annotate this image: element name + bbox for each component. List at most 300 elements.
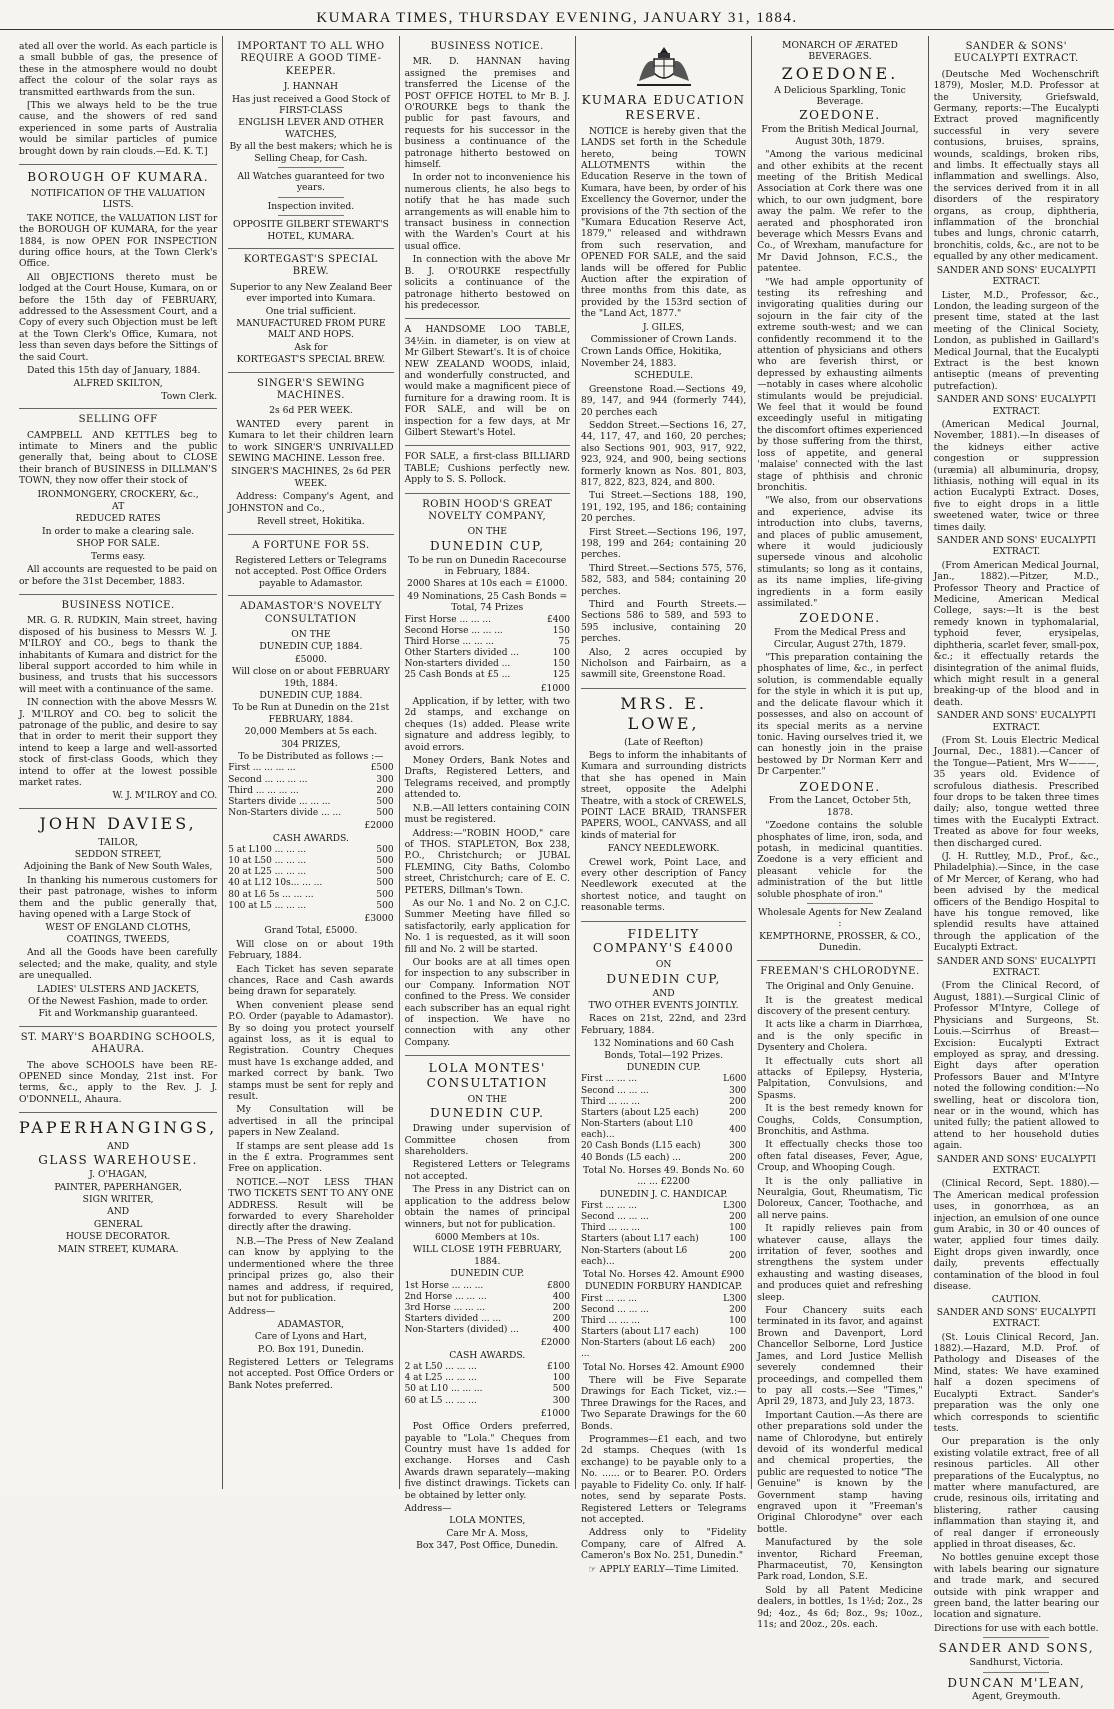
table-row: 50 at L10 ... ... ... 500	[404, 1384, 570, 1395]
ad-chlorodyne	[757, 961, 922, 1638]
table-row: Starters divided ... ... 200	[404, 1314, 570, 1325]
table-row: Second ... ... ... 300	[580, 1085, 747, 1096]
ad-selling-off	[19, 409, 217, 595]
intro-note: [This we always held to be the true cause, and the showers of red sand experienced in some parts of Australia would be similar particles of pumice brought down by rain clouds.—Ed. K. T.]	[19, 100, 218, 157]
adamastor-name: ADAMASTOR,	[277, 1318, 345, 1330]
singer-price: 2s 6d PER WEEK.	[269, 405, 353, 417]
robin-para-2: Money Orders, Bank Notes and Drafts, Registered Letters, and Telegrams received, and promptly attended to.	[404, 755, 570, 801]
hannah-heading: IMPORTANT TO ALL WHO REQUIRE A GOOD TIME-KEEPER.	[237, 41, 385, 77]
robin-para-5: As our No. 1 and No. 2 on C.J.C. Summer Meeting have filled so satisfactorily, early application for No. 1 is requested, as it will soon fill and No. 2 will be started.	[404, 897, 570, 955]
adamastor-run: To be Run at Dunedin on the 21st FEBRUARY, 1884.	[232, 702, 390, 725]
borough-heading: BOROUGH OF KUMARA.	[27, 170, 210, 185]
davies-address: Adjoining the Bank of New South Wales,	[23, 861, 213, 873]
paper-and: AND	[107, 1140, 130, 1152]
eucalypti-para: Our preparation is the only existing volatile extract, free of all resinous particles. All other preparations of the Eucalyptus, no matter where manufactured, are crude, resinous oils, irritating and blistering, rather causing inflammation than staying it, and of real danger if erroneously applied in throat diseases, &c.	[933, 1436, 1100, 1550]
intro-text: ated all over the world. As each particle is a small bubble of gas, the presence of these in the atmosphere would no doubt affect the colour of the solar rays as transmitted earthwards from the sun.	[19, 41, 218, 98]
hannan-para-2: In order not to inconvenience his numerous clients, he also begs to notify that he has made such arrangements as will enable him to transact business in connection with the Warden's Court at his usual office.	[404, 172, 570, 252]
eucalypti-subheading: SANDER AND SONS' EUCALYPTI EXTRACT.	[936, 264, 1096, 288]
divider	[278, 197, 344, 198]
ad-lola-montes	[405, 1056, 570, 1557]
eucalypti-para: No bottles genuine except those with labels bearing our signature and trade mark, and secured outside with pink wrapper and green band, the latter bearing our location and signature.	[933, 1552, 1100, 1621]
table-row: First ... ... ... ... £500	[228, 763, 394, 774]
table-row: Starters (about L25 each) 200	[580, 1107, 747, 1118]
lola-cash-heading: CASH AWARDS.	[449, 1349, 526, 1361]
schedule-heading: SCHEDULE.	[634, 370, 694, 382]
adamastor-para-1: Will close on or about 19th February, 1884.	[228, 938, 394, 962]
fidelity-jc-total: Total No. Horses 42. Amount £900	[583, 1268, 745, 1280]
hannan-para-1: MR. D. HANNAN having assigned the premises and transferred the License of the POST OFFICE HOTEL to Mr B. J. O'ROURKE begs to thank the public for past favours, and requests for his successor in the business a continuance of the patronage hitherto bestowed on himself.	[404, 56, 570, 171]
divider	[983, 1637, 1049, 1638]
table-row: 20 at L25 ... ... ... 500	[228, 867, 394, 878]
chlorodyne-para: Sold by all Patent Medicine dealers, in bottles, 1s 1½d; 2oz., 2s 9d; 4oz., 4s 6d; 8oz., 9s; 10oz., 11s; and 20oz., 20s. each.	[757, 1584, 923, 1631]
adamastor-para-6: NOTICE.—NOT LESS THAN TWO TICKETS SENT TO ANY ONE ADDRESS. Result will be forwarded to every Shareholder directly after the drawing.	[228, 1176, 394, 1234]
adamastor-care: Care of Lyons and Hart,	[254, 1331, 367, 1343]
table-row: First ... ... ... L300	[580, 1200, 747, 1211]
selling-para: CAMPBELL AND KETTLES beg to intimate to Miners and the public generally that, being about to CLOSE their branch of BUSINESS in DILLMAN'S TOWN, they now offer their stock of	[19, 429, 218, 487]
robin-para-1: Application, if by letter, with two 2d stamps, and exchange on cheques (1s) added. Please write signature and address legibly, to avoid errors.	[404, 696, 570, 753]
zoedone-para-3: "We also, from our observations and experience, advise its introduction into clubs, taverns, and places of public amusement, where it would judiciously supersede vinous and alcoholic stimulants; so long as it contains, as its name implies, life-giving ingredients in a form easily assimilated."	[757, 495, 923, 609]
table-row: Third Horse ... ... ... 75	[404, 637, 570, 648]
lola-para-3: The Press in any District can on application to the address below obtain the names of principal winners, but not for publication.	[404, 1184, 570, 1230]
eucalypti-caution: CAUTION.	[991, 1294, 1041, 1306]
brew-ask: Ask for	[294, 341, 328, 353]
lola-members: 6000 Members at 10s.	[434, 1231, 540, 1243]
adamastor-para-4: My Consultation will be advertised in all the principal papers in New Zealand.	[228, 1104, 394, 1139]
column-3	[400, 36, 576, 1552]
table-row: Non-Starters divide ... ... 500	[228, 808, 394, 818]
hannan-para-3: In connection with the above Mr B. J. O'ROURKE respectfully solicits a continuance of the patronage hitherto bestowed on his predecessor.	[404, 254, 570, 311]
table-row: Non-Starters (about L6 each)... 200	[580, 1245, 747, 1267]
paper-heading: PAPERHANGINGS,	[19, 1118, 218, 1138]
pointing-hand-icon: ☞	[588, 1563, 600, 1575]
robin-heading: ROBIN HOOD'S GREAT NOVELTY COMPANY,	[422, 498, 553, 522]
zoedone-agents: Wholesale Agents for New Zealand :	[757, 907, 922, 930]
eucalypti-firm-location: Sandhurst, Victoria.	[969, 1657, 1064, 1669]
selling-terms: Terms easy.	[91, 550, 146, 562]
zoedone-subtitle: A Delicious Sparkling, Tonic Beverage.	[774, 84, 906, 108]
ad-education-reserve	[581, 36, 746, 689]
school-para: The above SCHOOLS have been RE-OPENED since Monday, 21st inst. For terms, &c., apply to the Rev. J. J. O'DONNELL, Ahaura.	[19, 1059, 218, 1105]
ad-hannah	[228, 36, 393, 249]
zoedone-source-2: From the Medical Press and Circular, August 27th, 1879.	[773, 627, 907, 650]
table-row: 40 at L12 10s... ... ... 500	[228, 878, 394, 889]
brew-para: Superior to any New Zealand Beer ever imported into Kumara.	[229, 281, 392, 305]
zoedone-agent-name: KEMPTHORNE, PROSSER, & CO., Dunedin.	[759, 930, 921, 954]
zoedone-para-1: "Among the various medicinal and other exhibits at the recent meeting of the British Medical Association at Cork there was one which, to our own judgment, bore away the palm. We refer to the aerated and phosphorated iron beverage which Messrs Evans and Co., of Wrexham, manufacture for Mr David Johnson, F.C.S., the patentee.	[757, 149, 923, 275]
fidelity-jc-table	[581, 1201, 746, 1268]
ad-eucalypti	[934, 36, 1099, 1709]
robin-prize-table	[405, 615, 570, 682]
borough-para-1: TAKE NOTICE, the VALUATION LIST for the BOROUGH OF KUMARA, for the year 1884, is now OPEN FOR INSPECTION during office hours, at the Town Clerk's Office.	[19, 212, 218, 270]
lola-close: WILL CLOSE 19TH FEBRUARY, 1884.	[412, 1244, 562, 1267]
masthead: KUMARA TIMES, THURSDAY EVENING, JANUARY 31, 1884.	[0, 0, 1114, 30]
table-row: 40 Bonds (L5 each) ... 200	[580, 1152, 747, 1163]
adamastor-cup: DUNEDIN CUP, 1884.	[259, 641, 363, 653]
selling-clear: In order to make a clearing sale.	[42, 525, 195, 537]
adamastor-total: £2000	[364, 820, 394, 832]
zoedone-source-1: From the British Medical Journal, August 30th, 1879.	[761, 124, 919, 147]
borough-subheading: NOTIFICATION OF THE VALUATION LISTS.	[30, 187, 206, 211]
borough-date: Dated this 15th day of January, 1884.	[27, 365, 201, 377]
fidelity-cup: DUNEDIN CUP,	[606, 971, 721, 986]
fidelity-jc-heading: DUNEDIN J. C. HANDICAP.	[599, 1188, 728, 1200]
hannah-name: J. HANNAH	[283, 81, 338, 93]
borough-para-2: All OBJECTIONS thereto must be lodged at the Court House, Kumara, on or before the 15th day of FEBRUARY, addressed to the Assessment Court, and a Copy of every such Objection must be left at the Town Clerk's Office, Kumara, not less than seven days before the Sittings of the said Court.	[19, 271, 218, 363]
loo-table-para: A HANDSOME LOO TABLE, 34½in. in diameter, is on view at Mr Gilbert Stewart's. It is of choice NEW ZEALAND WOODS, inlaid, and wonderfully constructed, and would make a magnificent piece of furniture for a drawing room. It is FOR SALE, and will be on inspection for a few days, at Mr Gilbert Stewart's Hotel.	[404, 324, 570, 438]
adamastor-cash-table	[228, 845, 393, 912]
adamastor-cup-2: DUNEDIN CUP, 1884.	[259, 689, 363, 701]
zoedone-heading-2: ZOEDONE.	[799, 611, 881, 626]
fortune-heading: A FORTUNE FOR 5S.	[252, 539, 370, 551]
lola-cash-table	[405, 1362, 570, 1407]
eucalypti-agent-location: Agent, Greymouth.	[972, 1691, 1061, 1703]
ad-lowe	[581, 689, 746, 922]
adamastor-prizes: 304 PRIZES,	[281, 738, 341, 750]
fidelity-cup-table	[581, 1074, 746, 1163]
table-row: Non-Starters (about L6 each) ... 200	[580, 1338, 747, 1360]
fidelity-cup-total: Total No. Horses 49. Bonds No. 60 ... ... £2200	[583, 1164, 745, 1188]
chlorodyne-para: It effectually checks those too often fatal diseases, Fever, Ague, Croup, and Whooping Cough.	[757, 1139, 923, 1174]
fidelity-apply	[581, 1564, 746, 1575]
schedule-item: Greenstone Road.—Sections 49, 89, 147, and 944 (formerly 744), 20 perches each	[580, 383, 747, 418]
lowe-subheading: (Late of Reefton)	[624, 736, 704, 748]
ad-adamastor	[228, 596, 393, 1398]
ad-davies	[19, 809, 217, 1027]
singer-address: Address: Company's Agent, and JOHNSTON and Co.,	[228, 491, 394, 514]
table-row: First ... ... ... L600	[580, 1074, 747, 1085]
lola-para-2: Registered Letters or Telegrams not accepted.	[404, 1159, 570, 1182]
ad-paperhangings	[19, 1113, 217, 1261]
robin-cup: DUNEDIN CUP,	[430, 538, 545, 553]
zoedone-para-5: "Zoedone contains the soluble phosphates of lime, iron, soda, and potash, in medicinal quantities. Zoedone is a very efficient and pleasant vehicle for the administration of the but little soluble phosphate of iron."	[757, 820, 923, 900]
lola-care: Care Mr A. Moss,	[446, 1527, 529, 1539]
ad-borough	[19, 165, 217, 409]
chlorodyne-para: It is the best remedy known for Coughs, Colds, Consumption, Bronchitis, and Asthma.	[757, 1103, 923, 1137]
eucalypti-subheading: SANDER AND SONS' EUCALYPTI EXTRACT.	[936, 1306, 1096, 1330]
divider	[278, 215, 344, 216]
eucalypti-subheading: SANDER AND SONS' EUCALYPTI EXTRACT.	[936, 710, 1096, 733]
fidelity-apply-text: APPLY EARLY—Time Limited.	[599, 1563, 739, 1575]
paper-general: GENERAL	[93, 1218, 143, 1230]
table-row: 80 at L6 5s ... ... ... 500	[228, 889, 394, 900]
selling-heading: SELLING OFF	[78, 414, 158, 426]
schedule-item: Seddon Street.—Sections 16, 27, 44, 117, 47, and 160, 20 perches; also Sections 901, 903, 917, 922, 923, 924, and 900, being sections formerly known as Nos. 801, 803, 817, 822, 823, 824, and 800.	[580, 419, 747, 488]
adamastor-cash-total: £3000	[364, 912, 394, 924]
lowe-para-2: Crewel work, Point Lace, and every other description of Fancy Needlework executed at the shortest notice, and taught on reasonable terms.	[580, 856, 747, 914]
lola-name: LOLA MONTES,	[449, 1515, 526, 1527]
table-row: Non-Starters (divided) ... 400	[404, 1325, 570, 1336]
selling-accounts: All accounts are requested to be paid on or before the 31st December, 1883.	[19, 564, 218, 587]
eucalypti-para: (From American Medical Journal, Jan., 1882).—Pitzer, M.D., Professor Theory and Practice of Medicine, American Medical College, says:—It is the best remedy known in typhomalarial, typhoid fever, erysipelas, diphtheria, scarlet fever, small-pox, &c.; it effectually retards the disintegration of the animal fluids, which might result in a general breaking-up of the blood and in death.	[933, 559, 1100, 708]
column-6	[929, 36, 1104, 1703]
chlorodyne-para: It acts like a charm in Diarrhœa, and is the only specific in Dysentery and Cholera.	[757, 1019, 923, 1054]
fidelity-on: ON	[655, 959, 672, 971]
fidelity-races: Races on 21st, 22nd, and 23rd February, 1884.	[580, 1013, 747, 1036]
adamastor-address-label: Address—	[228, 1306, 276, 1318]
divider	[983, 1672, 1049, 1673]
lola-para-4: Post Office Orders preferred, payable to "Lola." Cheques from Country must have 1s added for exchange. Horses and Cash Awards drawn separately—making five distinct drawings. Tickets can be obtained by letter only.	[404, 1421, 570, 1501]
eucalypti-para: (From St. Louis Electric Medical Journal, Dec., 1881).—Cancer of the Tongue—Patient, Mrs W———, 35 years old. Evidence of scrofulous diathesis. Prescribed four drops to be taken three times daily; also, tongue wetted three times with the Eucalypti Extract. Treated as above for four weeks, then discharged cured.	[933, 734, 1100, 849]
fidelity-fh-total: Total No. Horses 42. Amount £900	[583, 1361, 745, 1373]
brew-name: KORTEGAST'S SPECIAL BREW.	[236, 354, 386, 366]
column-4	[576, 36, 752, 1575]
adamastor-box: P.O. Box 191, Dunedin.	[257, 1343, 364, 1355]
eucalypti-para: (American Medical Journal, November, 1881).—In diseases of the kidneys either active congestion or suppression (uræmia) all albuminuria, dropsy, lithiasis, nothing will equal in its action Eucalypti Extract. Doses, five to eight drops in a little sweetened water, twice or three times daily.	[933, 418, 1100, 533]
lola-total: £2000	[540, 1337, 570, 1349]
adamastor-grand-total: Grand Total, £5000.	[264, 925, 358, 937]
table-row: Second ... ... ... 200	[580, 1212, 747, 1223]
chlorodyne-heading: FREEMAN'S CHLORODYNE.	[760, 965, 920, 977]
singer-heading: SINGER'S SEWING MACHINES.	[257, 377, 365, 402]
schedule-item: Third Street.—Sections 575, 576, 582, 583, and 584; containing 20 perches.	[580, 562, 747, 597]
davies-trade: TAILOR,	[98, 836, 138, 848]
table-row: Starters (about L17 each) 100	[580, 1327, 747, 1338]
business-para-1: MR. G. R. RUDKIN, Main street, having disposed of his business to Messrs W. J. M'ILROY and CO., begs to thank the inhabitants of Kumara and district for the liberal support accorded to him while in business, and trusts that his successors will meet with a continuance of the same.	[19, 615, 218, 695]
column-2	[223, 36, 399, 1489]
paper-street: MAIN STREET, KUMARA.	[57, 1243, 179, 1255]
schedule-item: Tui Street.—Sections 188, 190, 191, 192, 195, and 186; containing 20 perches.	[580, 490, 747, 525]
ad-singer	[228, 373, 393, 535]
eucalypti-subheading: SANDER AND SONS' EUCALYPTI EXTRACT.	[936, 394, 1096, 417]
chlorodyne-subheading: The Original and Only Genuine.	[766, 981, 914, 993]
eucalypti-para: (J. H. Ruttley, M.D., Prof., &c., Philadelphia).—Since, in the case of Mr Mercer, of Kerang, who had been advised by the medical officers of the Bendigo Hospital to have his tongue removed, like splendid results have attained through the application of the Eucalypti Extract.	[933, 851, 1100, 954]
lola-heading: LOLA MONTES' CONSULTATION	[426, 1061, 548, 1091]
fidelity-two-events: TWO OTHER EVENTS JOINTLY.	[588, 1000, 739, 1012]
business-signature: W. J. M'ILROY and CO.	[112, 790, 218, 802]
robin-run: To be run on Dunedin Racecourse in February, 1884.	[408, 554, 567, 578]
zoedone-para-2: "We had ample opportunity of testing its refreshing and invigorating qualities during our sojourn in the fair city of the extreme south-west; and we can confidently recommend it to the attention of physicians and others who are feverish thirst, or depressed by exhausting ailments—notably in cases where alcoholic stimulants would be prejudicial. We feel that it would be found exceedingly useful in mitigating the discomfort oftimes experienced by those suffering from the thirst, loss of appetite, and general 'malaise' connected with the last stage of phthisis and chronic bronchitis.	[757, 276, 923, 493]
selling-shop: SHOP FOR SALE.	[76, 538, 160, 550]
article-intro	[19, 36, 217, 165]
table-row: Third ... ... ... 100	[580, 1223, 747, 1234]
columns	[14, 36, 1104, 1703]
davies-cloths: WEST OF ENGLAND CLOTHS, COATINGS, TWEEDS,	[45, 922, 191, 945]
fidelity-para-1: There will be Five Separate Drawings for Each Ticket, viz.:—Three Drawings for the Races, and Two Separate Drawings for the 60 Bonds.	[580, 1375, 747, 1432]
schedule-item: Also, 2 acres occupied by Nicholson and Fairbairn, as a sawmill site, Greenstone Road.	[580, 646, 747, 681]
chlorodyne-para: It effectually cuts short all attacks of Epilepsy, Hysteria, Palpitation, Convulsions, and Spasms.	[757, 1055, 923, 1101]
robin-total: £1000	[540, 682, 570, 694]
education-title: Commissioner of Crown Lands.	[590, 334, 737, 346]
eucalypti-subheading: SANDER AND SONS' EUCALYPTI EXTRACT.	[936, 1153, 1096, 1176]
robin-noms: 49 Nominations, 25 Cash Bonds = Total, 74 Prizes	[407, 590, 568, 614]
fidelity-fh-heading: DUNEDIN FORBURY HANDICAP.	[584, 1281, 743, 1293]
table-row: First ... ... ... L300	[580, 1293, 747, 1304]
chlorodyne-para: It is the only palliative in Neuralgia, Gout, Rheumatism, Tic Doloreux, Cancer, Toothache, and all nerve pains.	[757, 1175, 923, 1221]
ad-robin-hood	[405, 494, 570, 1057]
robin-para-4: Address:—"ROBIN HOOD," care of THOS. STAPLETON, Box 238, P.O., Christchurch; or JUBAL FLEMING, City Baths, Colombo street, Christchurch; care of E. C. PETERS, Dillman's Town.	[404, 827, 570, 896]
education-para: NOTICE is hereby given that the LANDS set forth in the Schedule hereto, being TOWN ALLOTMENTS within the Education Reserve in the town of Kumara, have been, by order of his Excellency the Governor, under the provisions of the 7th section of the "Kumara Education Reserve Act, 1879," released and withdrawn from such reservation, and OPENED FOR SALE, and the said lands will be offered for Public Auction after the expiration of three months from this date, as provided by the 153rd section of the "Land Act, 1877."	[580, 125, 747, 320]
zoedone-source-3: From the Lancet, October 5th, 1878.	[768, 795, 912, 818]
table-row: Starters divide ... ... ... 500	[228, 796, 394, 807]
table-row: Non-starters divided ... 150	[404, 659, 570, 670]
paper-sign: SIGN WRITER,	[82, 1194, 154, 1206]
ad-fortune	[228, 535, 393, 597]
ad-loo-table	[405, 319, 570, 446]
fidelity-heading: FIDELITY COMPANY'S £4000	[592, 926, 735, 956]
business-heading: BUSINESS NOTICE.	[61, 599, 175, 611]
davies-street: SEDDON STREET,	[74, 849, 162, 861]
eucalypti-para: (St. Louis Clinical Record, Jan. 1882).—Hazard, M.D. Prof. of Pathology and Diseases of the Mind, states: We have examined half a dozen specimens of Eucalypti Extract. Sander's preparation was the only one which corresponds to scientific tests.	[933, 1331, 1100, 1434]
eucalypti-subheading: SANDER AND SONS' EUCALYPTI EXTRACT.	[936, 955, 1096, 979]
adamastor-para-5: If stamps are sent please add 1s in the £ extra. Programmes sent Free on application.	[228, 1140, 394, 1175]
lola-cup-heading: DUNEDIN CUP.	[450, 1268, 525, 1280]
paper-house: HOUSE DECORATOR.	[65, 1231, 171, 1243]
chlorodyne-para: It is the greatest medical discovery of the present century.	[757, 994, 923, 1017]
robin-para-6: Our books are at all times open for inspection to any subscriber in our Company. Information NOT confined to the Press. We consider each subscriber has an equal right of inspection. We have no connection with any other Company.	[404, 956, 570, 1048]
eucalypti-heading: SANDER & SONS' EUCALYPTI EXTRACT.	[954, 41, 1079, 65]
fortune-para: Registered Letters or Telegrams not accepted. Post Office Orders payable to Adamastor.	[235, 554, 387, 589]
ad-fidelity	[581, 922, 746, 1581]
adamastor-heading: ADAMASTOR'S NOVELTY CONSULTATION	[239, 601, 382, 625]
table-row: Second ... ... ... ... 300	[228, 774, 394, 785]
eucalypti-para: Lister, M.D., Professor, &c., London, the leading surgeon of the present time, stated at the last meeting of the Clinical Society, London, as published in Gaillard's Medical Journal, that the Eucalypti Extract is the best known antiseptic (means of preventing putrefaction).	[933, 289, 1100, 392]
paper-name: J. O'HAGAN,	[89, 1169, 148, 1181]
ad-school	[19, 1027, 217, 1113]
adamastor-para-7: N.B.—The Press of New Zealand can know by applying to the undermentioned where the three principal prizes go, also their names and address, if required, but not for publication.	[228, 1235, 394, 1304]
lowe-fancy: FANCY NEEDLEWORK.	[607, 843, 720, 855]
eucalypti-subheading: SANDER AND SONS' EUCALYPTI EXTRACT.	[936, 535, 1096, 558]
chlorodyne-para: Manufactured by the sole inventor, Richard Freeman, Pharmaceutist, 70, Kensington Park road, London, S.E.	[757, 1537, 923, 1583]
robin-on: ON THE	[467, 526, 507, 538]
ad-kortegast	[228, 249, 393, 373]
fidelity-para-2: Programmes—£1 each, and two 2d stamps. Cheques (with 1s exchange) to be payable only to a No. ...... or to Bearer. P.O. Orders payable to Fidelity Co. only. If half-notes, send by separate Posts. Registered Letters or Telegrams not accepted.	[580, 1434, 747, 1525]
table-row: 2 at L50 ... ... ... £100	[404, 1362, 570, 1373]
table-row: 20 Cash Bonds (L15 each) 300	[580, 1141, 747, 1152]
hannah-guarantee: All Watches guaranteed for two years.	[237, 171, 385, 194]
eucalypti-para: (Deutsche Med Wochenschrift 1879), Mosler, M.D. Professor at the University, Griefswald, Germany, reports:—The Eucalypti Extract proved magnificently successful in very severe contusions, bruises, sprains, wounds, scaldings, broken ribs, and limbs. It effectually stays all inflammation and swellings. Also, the services derived from it in all disorders of the respiratory organs, as croup, diphtheria, inflammation of the bronchial tubes and lungs, chronic catarrh, bronchitis, colds, &c., are not to be equalled by any other medicament.	[933, 68, 1100, 263]
singer-street: Revell street, Hokitika.	[257, 516, 365, 528]
hannah-address: OPPOSITE GILBERT STEWART'S HOTEL, KUMARA.	[232, 219, 389, 242]
table-row: 4 at L25 ... ... ... 100	[404, 1373, 570, 1384]
robin-shares: 2000 Shares at 10s each = £1000.	[406, 578, 568, 590]
adamastor-para-2: Each Ticket has seven separate chances, Race and Cash awards being drawn for separately.	[228, 963, 394, 998]
lola-para-1: Drawing under supervision of Committee chosen from shareholders.	[404, 1123, 570, 1158]
table-row: 25 Cash Bonds at £5 ... 125	[404, 670, 570, 681]
adamastor-close: Will close on or about FEBRUARY 19th, 1884.	[231, 666, 390, 689]
singer-price-2: SINGER'S MACHINES, 2s 6d PER WEEK.	[230, 466, 391, 489]
paper-and-2: AND	[107, 1206, 130, 1218]
divider	[278, 167, 344, 168]
education-office: Crown Lands Office, Hokitika, November 24, 1883.	[580, 346, 722, 369]
eucalypti-firm: SANDER AND SONS,	[938, 1641, 1095, 1656]
adamastor-dist: To be Distributed as follows :—	[238, 750, 384, 762]
business-para-2: IN connection with the above Messrs W. J. M'ILROY and CO. beg to solicit the patronage of the public, and desire to say that in order to merit their support they intend to keep a large and well-assorted stock of first-class Goods, which they intend to offer at the lowest possible market rates.	[19, 697, 218, 788]
zoedone-heading-1: ZOEDONE.	[799, 108, 881, 123]
lola-cup: DUNEDIN CUP.	[430, 1106, 545, 1121]
ad-zoedone	[757, 36, 922, 961]
divider	[807, 903, 873, 904]
zoedone-para-4: "This preparation containing the phosphates of lime, &c., in perfect solution, is commendable equally for the style in which it is put up, and the delicate flavour which it possesses, and also on account of its special merits as a nervine tonic. Having ourselves tried it, we can honestly join in the praise bestowed by Dr Norman Kerr and Dr Carpenter."	[757, 652, 923, 778]
brew-made: MANUFACTURED FROM PURE MALT AND HOPS.	[236, 318, 386, 341]
paper-glass: GLASS WAREHOUSE.	[38, 1153, 198, 1168]
hannah-para-2: By all the best makers; which he is Selling Cheap, for Cash.	[229, 141, 393, 164]
borough-title: Town Clerk.	[161, 390, 218, 402]
table-row: 60 at L5 ... ... ... 300	[404, 1395, 570, 1406]
fidelity-noms: 132 Nominations and 60 Cash Bonds, Total—192 Prizes.	[593, 1038, 734, 1061]
hannah-para: Has just received a Good Stock of FIRST-CLASS	[232, 93, 390, 116]
table-row: 5 at L100 ... ... ... 500	[228, 844, 394, 855]
eucalypti-agent: DUNCAN M'LEAN,	[947, 1675, 1086, 1690]
education-signature: J. GILES,	[642, 321, 685, 333]
table-row: Third ... ... ... 100	[580, 1316, 747, 1326]
lola-on: ON THE	[467, 1093, 507, 1105]
schedule-item: Third and Fourth Streets.—Sections 586 to 589, and 593 to 595 inclusive, containing 20 perches.	[580, 599, 747, 645]
schedule-item: First Street.—Sections 196, 197, 198, 199 and 264; containing 20 perches.	[580, 526, 747, 561]
adamastor-amount: £5000.	[294, 653, 327, 665]
eucalypti-directions: Directions for use with each bottle.	[934, 1622, 1099, 1634]
zoedone-heading-3: ZOEDONE.	[799, 779, 881, 794]
table-row: Starters (about L17 each) 100	[580, 1234, 747, 1245]
hannah-inspection: Inspection invited.	[267, 200, 355, 212]
zoedone-title: ZOEDONE.	[781, 63, 899, 83]
lola-cash-total: £1000	[540, 1407, 570, 1419]
chlorodyne-para: It rapidly relieves pain from whatever cause, allays the irritation of fever, soothes and strengthens the system under exhausting and wasting diseases, and produces quiet and refreshing sleep.	[757, 1223, 923, 1303]
davies-para: In thanking his numerous customers for their past patronage, wishes to inform them and the public generally that, having opened with a Large Stock of	[19, 874, 218, 921]
eucalypti-para: (Clinical Record, Sept. 1880).—The American medical profession uses, in gonorrhœa, as an injection, an emulsion of one ounce gum Arabic, in 30 or 40 ounces of water, applied four times daily. Eight drops given inwardly, once daily, prevents effectually contamination of the blood in foul disease.	[933, 1178, 1100, 1293]
school-heading: ST. MARY'S BOARDING SCHOOLS, AHAURA.	[20, 1031, 216, 1056]
hannan-heading: BUSINESS NOTICE.	[430, 41, 544, 52]
table-row: Second Horse ... ... ... 150	[404, 625, 570, 636]
lola-box: Box 347, Post Office, Dunedin.	[416, 1540, 559, 1552]
hannah-stock: ENGLISH LEVER AND OTHER WATCHES,	[238, 117, 384, 140]
fidelity-and: AND	[652, 987, 675, 999]
davies-ladies: LADIES' ULSTERS AND JACKETS,	[37, 983, 200, 995]
column-1	[14, 36, 223, 1489]
billiard-para: FOR SALE, a first-class BILLIARD TABLE; Cushions perfectly new. Apply to S. S. Pollock.	[404, 451, 570, 486]
fidelity-fh-table	[581, 1294, 746, 1361]
royal-crest-icon	[581, 41, 746, 91]
lowe-para-1: Begs to inform the inhabitants of Kumara and surrounding districts that she has opened in Main street, opposite the Adelphi Theatre, with a stock of CREWELS, POINT LACE BRAID, TRANSFER PAPERS, WOOL, CANVASS, and all kinds of material for	[580, 749, 747, 841]
davies-heading: JOHN DAVIES,	[39, 813, 197, 833]
adamastor-para-3: When convenient please send P.O. Order (payable to Adamastor). By so doing you protect yourself against loss, as it is equal to Registration. Country Cheques must have 1s exchange added, and marked correct by bank. Two stamps must be sent for reply and result.	[228, 999, 394, 1102]
robin-para-3: N.B.—All letters containing COIN must be registered.	[404, 802, 570, 826]
adamastor-members: 20,000 Members at 5s each.	[244, 726, 378, 738]
adamastor-on: ON THE	[291, 628, 331, 640]
ad-business-notice	[19, 595, 217, 809]
table-row: First Horse ... ... ... £400	[404, 614, 570, 625]
education-heading: KUMARA EDUCATION RESERVE.	[581, 93, 746, 122]
lola-address-label: Address—	[404, 1503, 452, 1515]
lola-prize-table	[405, 1281, 570, 1337]
singer-para: WANTED every parent in Kumara to let their children learn to work SINGER'S UNRIVALLED SEWING MACHINE. Lesson free.	[228, 418, 394, 465]
adamastor-registered: Registered Letters or Telegrams not accepted. Post Office Orders or Bank Notes preferred.	[228, 1356, 394, 1391]
table-row: 2nd Horse ... ... ... 400	[404, 1291, 570, 1302]
fidelity-para-3: Address only to "Fidelity Company, care of Alfred A. Cameron's Box No. 251, Dunedin."	[580, 1527, 747, 1562]
ad-hannan-notice	[405, 36, 570, 319]
table-row: 100 at L5 ... ... ... 500	[228, 900, 394, 911]
adamastor-cash-heading: CASH AWARDS.	[272, 832, 349, 844]
davies-para-2: And all the Goods have been carefully selected; and the make, quality, and style are unequalled.	[19, 947, 218, 982]
selling-at: AT	[111, 501, 125, 513]
paper-trade: PAINTER, PAPERHANGER,	[54, 1181, 182, 1193]
davies-order: Of the Newest Fashion, made to order.	[28, 995, 209, 1007]
eucalypti-para: (From the Clinical Record, of August, 1881).—Surgical Clinic of Professor M'Intyre, College of Physicians and Surgeons, St. Louis.—Scirrhus of Breast—Excision: Eucalypti Extract employed as spray, and dressing. Eight days after operation Professors Bauer and M'Intyre noted the following condition:—No swelling, heat or discolora tion, near or in the wound, which has united fully; the patient allowed to attend to her household duties again.	[933, 980, 1100, 1152]
fidelity-cup-heading: DUNEDIN CUP.	[626, 1062, 701, 1074]
chlorodyne-para: Four Chancery suits each terminated in its favor, and against Brown and Davenport, Lord Chancellor Selborne, Lord Justice James, and Lord Justice Mellish severely condemned their proceedings, and compelled them to pay all costs.—See "Times," April 29, 1873, and July 23, 1873.	[757, 1305, 923, 1408]
zoedone-monarch: MONARCH OF ÆRATED BEVERAGES.	[782, 40, 898, 63]
table-row: Second ... ... ... 200	[580, 1304, 747, 1315]
table-row: Non-Starters (about L10 each)... 400	[580, 1119, 747, 1141]
lowe-heading: MRS. E. LOWE,	[620, 693, 707, 733]
table-row: 10 at L50 ... ... ... 500	[228, 856, 394, 867]
ad-billiard	[405, 446, 570, 493]
column-5	[752, 36, 928, 1631]
table-row: 3rd Horse ... ... ... 200	[404, 1302, 570, 1313]
selling-rates: REDUCED RATES	[75, 513, 161, 525]
brew-trial: One trial sufficient.	[265, 305, 357, 317]
selling-stock: IRONMONGERY, CROCKERY, &c.,	[37, 488, 199, 500]
borough-signature: ALFRED SKILTON,	[73, 378, 163, 390]
